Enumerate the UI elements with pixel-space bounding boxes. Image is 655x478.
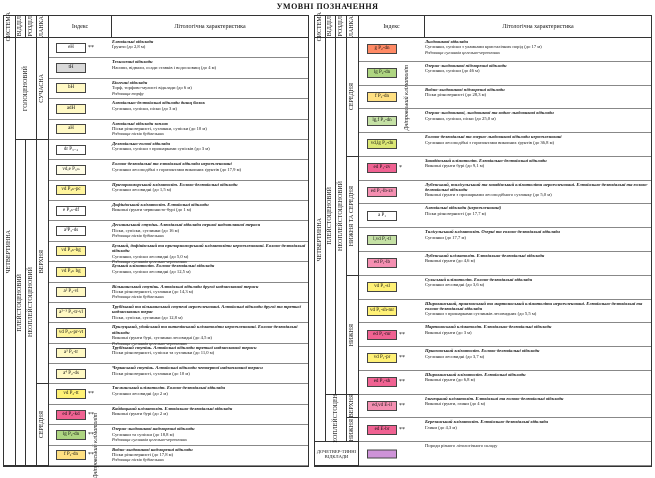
header-division-text: РОЗДІЛ bbox=[337, 16, 344, 37]
lithology-title: Лубенський, тилігульський та завадівський кліматоліти нерозчленовані. Елювіально-делювіальні та еолово-делювіальні відклади bbox=[425, 181, 649, 193]
legend-row bbox=[359, 347, 651, 371]
lithology-text: Викопні ґрунти (до 3 м) bbox=[425, 329, 472, 335]
header-division-text: РОЗДІЛ bbox=[27, 16, 34, 37]
lithology-description bbox=[425, 63, 649, 84]
lithology-text: Насипи, відвали, осади ставків і водосховищ (до 4 м) bbox=[112, 64, 217, 70]
lithology-description bbox=[112, 100, 306, 117]
index-swatch: vd P₁-pr bbox=[367, 353, 397, 363]
lithology-text: Піски, супіски, суглинки (до 16 м) bbox=[112, 227, 180, 233]
legend-row bbox=[49, 344, 308, 364]
index-swatch: vd P₁-sl bbox=[367, 282, 397, 292]
index-swatch: a²⁻³ P₃-tr-vl bbox=[56, 308, 86, 318]
lithology-text: Суглинки, супіски лесовидні (до 5,0 м) bbox=[112, 253, 189, 259]
lithology-title: Льодовикові відклади bbox=[425, 39, 469, 44]
legend-table-right bbox=[314, 11, 652, 467]
lithology-text: Ґрунти (до 2,8 м) bbox=[112, 44, 146, 50]
legend-row bbox=[359, 109, 651, 133]
lithology-description bbox=[112, 324, 306, 346]
index-swatch: e P₃ₕ-df bbox=[56, 206, 86, 216]
pre-quaternary-label: ДОЧЕТВЕР-ТИННІ ВІДКЛАДИ bbox=[315, 442, 359, 466]
eo-tier-lower bbox=[347, 418, 359, 442]
header-index: Індекс bbox=[359, 16, 425, 38]
lithology-title: Техногенні відклади bbox=[112, 59, 153, 65]
lithology-title: Трубізький ступінь. Алювіальні відклади третьої надзаплавної тераси bbox=[112, 344, 257, 350]
deposit-note: Родовища суглинків цегельно-черепичних bbox=[112, 340, 187, 346]
tier-lower bbox=[347, 276, 359, 395]
lithology-title: Алювіальні відклади (нерозчленовані) bbox=[425, 205, 502, 211]
legend-row bbox=[49, 201, 308, 221]
legend-row bbox=[49, 384, 308, 404]
system-quaternary bbox=[4, 38, 16, 466]
index-mark: ** bbox=[88, 44, 94, 51]
index-swatch: l,vd P₁-tl bbox=[367, 235, 397, 245]
lithology-text: Викопні ґрунти бурі (до 9,1 м) bbox=[425, 163, 485, 169]
legend-row bbox=[49, 58, 308, 78]
tier-upper bbox=[37, 140, 49, 385]
lithology-title: Ільчецький кліматоліт. Елювіальні та еолово-делювіальні відклади bbox=[425, 395, 564, 401]
deposit-note: Родовища пісків будівельних bbox=[112, 233, 164, 239]
index-swatch: ed P₁-sh bbox=[367, 377, 397, 387]
lithology-description bbox=[425, 253, 649, 274]
lithology-description bbox=[425, 158, 649, 179]
lithology-text: Викопні ґрунти (до 6,8 м) bbox=[425, 377, 476, 383]
legend-row bbox=[49, 140, 308, 160]
index-swatch: tH bbox=[56, 63, 86, 73]
index-swatch: g P₂-dn bbox=[367, 44, 397, 54]
header-section bbox=[16, 16, 26, 38]
section-neopleistocene bbox=[336, 38, 347, 395]
legend-row bbox=[49, 120, 308, 140]
lithology-title: Трубізький та вільшанський ступені нерозчленовані. Алювіальні відклади другої та третьої надзаплавних терас bbox=[112, 303, 301, 315]
legend-row bbox=[49, 79, 308, 99]
header-division bbox=[26, 16, 37, 38]
lithology-description bbox=[425, 229, 649, 250]
lithology-text: Суглинки, супіски, піски (до 25,0 м) bbox=[425, 115, 496, 121]
legend-row bbox=[359, 204, 651, 228]
legend-row bbox=[359, 252, 651, 276]
tier-lower-middle bbox=[347, 157, 359, 276]
lithology-title: Кайдацький кліматоліт. Елювіально-делювіальні відклади bbox=[112, 405, 233, 411]
section-neopleistocene-text: НЕОПЛЕЙСТОЦЕНОВИЙ bbox=[27, 267, 34, 338]
index-swatch: lg P₂-dn bbox=[56, 430, 86, 440]
lithology-text: Суглинки лесоподібні з горизонтами викопних ґрунтів (до 36,8 м) bbox=[425, 139, 555, 145]
legend-row bbox=[49, 446, 308, 466]
lithology-title: Широкинський, приазовський та мартоноський кліматоліти нерозчленовані. Елювіально-делювіальні та еолово-делювіальні відклади bbox=[425, 300, 643, 311]
legend-row bbox=[359, 133, 651, 157]
tier-middle bbox=[37, 384, 49, 466]
lithology-description bbox=[112, 141, 306, 158]
tier-modern-text: СУЧАСНА bbox=[39, 74, 45, 103]
legend-row bbox=[49, 303, 308, 323]
lithology-description bbox=[425, 277, 649, 298]
lithology-description bbox=[425, 372, 649, 393]
lithology-title: Алювіальні відклади заплав bbox=[112, 120, 168, 126]
header-tier bbox=[37, 16, 49, 38]
lithology-text: Піски різнозернисті (до 28,3 м) bbox=[425, 91, 487, 97]
lithology-text: Піски різнозернисті (до 17,8 м) bbox=[112, 452, 174, 458]
legend-table-left bbox=[3, 11, 309, 478]
lithology-text: Суглинки з прошарками суглинків лесовидних (до 5,5 м) bbox=[425, 311, 537, 317]
section-holocene-text: ГОЛОЦЕНОВИЙ bbox=[22, 65, 29, 111]
index-swatch bbox=[367, 449, 397, 458]
lithology-text: Викопні ґрунти з прошарками лесоподібного суглинку (до 5,0 м) bbox=[425, 192, 552, 198]
legend-row bbox=[49, 262, 308, 282]
lithology-description bbox=[112, 121, 306, 138]
tier-modern bbox=[37, 38, 49, 140]
legend-row bbox=[49, 160, 308, 180]
index-swatch: ed P₂-kd bbox=[56, 410, 86, 420]
index-mark: ** bbox=[88, 452, 94, 459]
index-swatch: adH bbox=[56, 104, 86, 114]
lithology-text: Піски, супіски, суглинки (до 12,8 м) bbox=[112, 314, 183, 320]
section-neopleistocene-text: НЕОПЛЕЙСТОЦЕНОВИЙ bbox=[337, 180, 344, 251]
lithology-description bbox=[112, 222, 306, 239]
lithology-description bbox=[112, 365, 306, 382]
eo-tier-upper-text: ВЕРХНЯ bbox=[349, 394, 355, 418]
index-swatch: lg,f P₂-dn bbox=[367, 116, 397, 126]
lithology-text: Суглинки, супіски, піски (до 3 м) bbox=[112, 105, 177, 111]
lithology-title: Алювіально-делювіальні відклади днищ балок bbox=[112, 100, 205, 106]
deposit-note: Родовища пісків будівельних bbox=[112, 131, 164, 137]
legend-row bbox=[359, 228, 651, 252]
lithology-title: Дофінівський кліматоліт. Елювіальні відклади bbox=[112, 202, 209, 208]
lithology-title: Вільшанський ступінь. Алювіальні відклади другої надзаплавної тераси bbox=[112, 283, 259, 289]
division-pleistocene bbox=[16, 140, 26, 466]
header-section bbox=[326, 16, 336, 38]
index-mark: ** bbox=[88, 431, 94, 438]
eo-tier-upper bbox=[347, 395, 359, 419]
index-swatch: lg P₂-dn bbox=[367, 68, 397, 78]
lithology-text: Суглинки, супіски лесовидні (до 12,5 м) bbox=[112, 268, 191, 274]
tier-lower-middle-text: НИЖНЯ ТА СЕРЕДНЯ bbox=[349, 185, 355, 246]
lithology-text: Викопні ґрунти бурі (до 2 м) bbox=[112, 411, 168, 417]
system-quaternary bbox=[315, 38, 326, 442]
index-swatch: dr P₃₋₄ bbox=[56, 145, 86, 155]
legend-row bbox=[359, 395, 651, 419]
lithology-title: Озерно-льодовикові підморенні відклади bbox=[425, 62, 507, 68]
index-swatch: a P₁ bbox=[367, 211, 397, 221]
lithology-title: Бузький кліматоліт. Еолово-делювіальні відклади bbox=[112, 263, 215, 269]
lithology-title: Широкинський кліматоліт. Елювіальні відклади bbox=[425, 371, 526, 377]
index-mark: ** bbox=[399, 355, 405, 362]
lithology-description bbox=[425, 39, 649, 60]
index-mark: ** bbox=[399, 426, 405, 433]
eo-tier-lower-text: НИЖНЯ bbox=[349, 418, 355, 442]
legend-row bbox=[359, 371, 651, 395]
lithology-title: Делювіально-еолові відклади bbox=[112, 140, 171, 146]
index-mark: * bbox=[399, 165, 402, 172]
legend-row bbox=[49, 99, 308, 119]
header-section-text: ВІДДІЛ bbox=[327, 16, 333, 37]
index-mark: ** bbox=[399, 331, 405, 338]
lithology-description bbox=[112, 242, 306, 265]
lithology-title: Біогенні відклади bbox=[112, 79, 148, 85]
lithology-description bbox=[112, 161, 306, 178]
lithology-title: Тилігульський кліматоліт. Озерні та еолово-делювіальні відклади bbox=[425, 229, 560, 235]
lithology-text: Суглинки (до 17,7 м) bbox=[425, 234, 466, 240]
deposit-note: Родовища пісків будівельних bbox=[112, 294, 164, 300]
tier-upper-text: ВЕРХНЯ bbox=[39, 250, 45, 274]
index-swatch: vd P₃ₕ-pc bbox=[56, 185, 86, 195]
lithology-text: Суглинки лесовидні (до 3,6 м) bbox=[425, 282, 485, 288]
index-swatch: ed P₁-lb bbox=[367, 258, 397, 268]
lithology-title: Елювіальні відклади bbox=[112, 39, 154, 44]
lithology-title: Озерно-льодовикові, льодовикові та водно-льодовикові відклади bbox=[425, 110, 554, 116]
lithology-description bbox=[112, 80, 306, 97]
index-swatch: f P₂-dn bbox=[367, 92, 397, 102]
division-pleistocene-text: ПЛЕЙСТОЦЕНОВИЙ bbox=[17, 273, 23, 332]
lithology-text: Викопні ґрунти, глини (до 4 м) bbox=[425, 401, 486, 407]
lithology-text: Піски різнозернисті, суглинки, супіски (до 10 м) bbox=[112, 125, 207, 131]
legend-row bbox=[49, 181, 308, 201]
lithology-text: Піски різнозернисті, суглинки (до 10 м) bbox=[112, 370, 190, 376]
lithology-description bbox=[112, 406, 306, 423]
legend-row bbox=[359, 276, 651, 300]
lithology-title: Бузький, дофінівський та причорноморський кліматоліти нерозчленовані. Еолово-делювіальні відклади bbox=[112, 242, 306, 254]
legend-row bbox=[359, 62, 651, 86]
system-quaternary-text: ЧЕТВЕРТИННА bbox=[316, 217, 323, 262]
header-system bbox=[4, 11, 16, 42]
section-neopleistocene bbox=[26, 140, 37, 466]
header-lithology: Літологічна характеристика bbox=[112, 16, 308, 38]
lithology-text: Суглинки та супіски (до 18,8 м) bbox=[112, 431, 175, 437]
legend-row bbox=[359, 38, 651, 62]
header-tier-text: ЛАНКА bbox=[349, 15, 355, 38]
legend-row bbox=[359, 181, 651, 205]
lithology-description bbox=[112, 263, 306, 280]
lithology-title: Десняньський ступінь. Алювіальні відклади першої надзаплавної тераси bbox=[112, 222, 261, 228]
section-eopleistocene-text: ЕОПЛЕЙСТОЦЕН bbox=[332, 393, 339, 443]
lithology-text: Суглинки, супіски (до 46 м) bbox=[425, 68, 480, 74]
index-swatch: vd P₁-sh-mr bbox=[367, 306, 397, 316]
index-swatch: vd P₃ₕ bg bbox=[56, 267, 86, 277]
index-swatch: vd P₃ₕ-pr-vt bbox=[56, 328, 86, 338]
index-mark: ** bbox=[399, 403, 405, 410]
lithology-title: Сульський кліматоліт. Еолово-делювіальні відклади bbox=[425, 276, 533, 282]
deposit-note: Родовища суглинків цегельно-черепичних bbox=[112, 437, 187, 443]
lithology-description bbox=[425, 134, 649, 155]
deposit-note: Родовища суглинків цегельно-черепичних bbox=[425, 49, 500, 55]
lithology-description bbox=[112, 202, 306, 219]
lithology-description bbox=[112, 345, 306, 362]
division-pleistocene bbox=[326, 38, 336, 395]
lithology-description bbox=[425, 301, 649, 322]
lithology-text: Суглинки, супіски з прошарками супісків (до 3 м) bbox=[112, 146, 210, 152]
lithology-title: Мартоноський кліматоліт. Елювіально-делювіальні відклади bbox=[425, 324, 552, 330]
legend-row bbox=[359, 442, 651, 466]
lithology-description bbox=[425, 205, 649, 226]
lithology-title: Черкаський ступінь. Алювіальні відклади четвертої надзаплавної тераси bbox=[112, 365, 263, 371]
index-mark: ** bbox=[399, 379, 405, 386]
tier-lower-text: НИЖНЯ bbox=[349, 323, 355, 346]
lithology-description bbox=[425, 324, 649, 345]
lithology-text: Суглинки, супіски з уламками кристалічних порід (до 17 м) bbox=[425, 44, 542, 50]
lithology-title: Озерно-льодовикові надморенні відклади bbox=[112, 426, 195, 432]
legend-row bbox=[49, 242, 308, 265]
lithology-description bbox=[425, 419, 649, 440]
deposit-note: Родовища пісків будівельних bbox=[112, 457, 164, 463]
index-swatch: eH bbox=[56, 43, 86, 53]
index-swatch: ed E-br bbox=[367, 425, 397, 435]
header-division bbox=[336, 16, 347, 38]
lithology-title: Водно-льодовикові підморенні відклади bbox=[425, 86, 505, 92]
index-swatch: ed P₁-zv bbox=[367, 163, 397, 173]
lithology-text: Викопні ґрунти бурі, суглинки лесовидні (до 4,5 м) bbox=[112, 335, 212, 341]
lithology-description bbox=[425, 396, 649, 417]
lithology-text: Піски різнозернисті, суглинки (до 14,3 м) bbox=[112, 288, 194, 294]
index-swatch: a² P₃-vl bbox=[56, 287, 86, 297]
lithology-description bbox=[425, 182, 649, 203]
index-swatch: vd P₃ₕ-bg bbox=[56, 246, 86, 256]
legend-row bbox=[49, 221, 308, 241]
lithology-title: Лубенський кліматоліт. Елювіально-делювіальні відклади bbox=[425, 253, 545, 258]
deposit-note: Родовища суглинків цегельно-черепичних bbox=[112, 259, 187, 265]
header-system-text: СИСТЕМА bbox=[6, 11, 12, 42]
lithology-title: Причорноморський кліматоліт. Еолово-делювіальні відклади bbox=[112, 181, 238, 187]
legend-row bbox=[359, 323, 651, 347]
lithology-description bbox=[112, 59, 306, 76]
legend-row bbox=[359, 86, 651, 110]
lithology-text: Суглинки лесоподібні з горизонтами викопних ґрунтів (до 17,9 м) bbox=[112, 166, 242, 172]
lithology-description bbox=[425, 443, 649, 464]
legend-row bbox=[49, 323, 308, 346]
index-swatch: a³ P₃-tr bbox=[56, 348, 86, 358]
index-mark: ** bbox=[88, 411, 94, 418]
header-system-text: СИСТЕМА bbox=[316, 11, 323, 42]
legend-row bbox=[49, 283, 308, 303]
lithology-title: Водно-льодовикові надморенні відклади bbox=[112, 446, 193, 452]
section-eopleistocene bbox=[326, 395, 347, 443]
header-system bbox=[315, 11, 326, 42]
index-swatch: a³P₃-ds bbox=[56, 226, 86, 236]
lithology-description bbox=[112, 385, 306, 402]
index-swatch: vd,e P₃ₘ bbox=[56, 165, 86, 175]
lithology-title: Прилуцький, удайський та витачівський кліматоліти нерозчленовані. Еолово-делювіальні відклади bbox=[112, 324, 298, 335]
header-lithology: Літологічна характеристика bbox=[425, 16, 651, 38]
lithology-title: Завадівський кліматоліт. Елювіально-делювіальні відклади bbox=[425, 157, 547, 163]
index-swatch: ed,vd E-il bbox=[367, 401, 397, 411]
index-swatch: vd,lg P₂-dn bbox=[367, 139, 397, 149]
lithology-text: Суглинки лесовидні (до 3,7 м) bbox=[425, 353, 485, 359]
index-swatch: f P₂-dn bbox=[56, 450, 86, 460]
lithology-text: Викопні ґрунти червонясто-бурі (до 1 м) bbox=[112, 207, 192, 213]
index-swatch: a⁴ P₂-ds bbox=[56, 369, 86, 379]
index-mark: ** bbox=[88, 391, 94, 398]
dnipro-climatolith-label-text: Дніпровський кліматоліт bbox=[403, 64, 410, 131]
lithology-text: Викопні ґрунти (до 4,6 м) bbox=[425, 258, 476, 264]
legend-row bbox=[49, 405, 308, 425]
lithology-text: Суглинки лесовидні (до 1,5 м) bbox=[112, 187, 172, 193]
lithology-description bbox=[112, 304, 306, 321]
dnipro-climatolith-label-text: Дніпровський кліматоліт bbox=[92, 412, 99, 478]
index-swatch: ed P₁-lb-zv bbox=[367, 187, 397, 197]
index-swatch: ed P₁-mr bbox=[367, 330, 397, 340]
lithology-text: Торф, торфово-мулисті відклади (до 6 м) bbox=[112, 85, 192, 91]
lithology-description bbox=[112, 426, 306, 443]
lithology-title: Березанський кліматоліт. Елювіально-делювіальні відклади bbox=[425, 419, 549, 425]
legend-row bbox=[359, 418, 651, 442]
division-pleistocene-text: ПЛЕЙСТОЦЕНОВИЙ bbox=[327, 187, 333, 245]
lithology-description bbox=[425, 348, 649, 369]
lithology-title: Еолово-делювіальні та озерно-льодовикові відклади нерозчленовані bbox=[425, 134, 562, 140]
lithology-title: Приазовський кліматоліт. Еолово-делювіальні відклади bbox=[425, 348, 540, 354]
page-title: УМОВНІ ПОЗНАЧЕННЯ bbox=[276, 2, 379, 11]
tier-middle-text: СЕРЕДНЯ bbox=[39, 411, 45, 439]
lithology-description bbox=[425, 110, 649, 131]
system-quaternary-text: ЧЕТВЕРТИННА bbox=[6, 229, 12, 274]
legend-row bbox=[49, 364, 308, 384]
tier-middle bbox=[347, 38, 359, 157]
lithology-title: Еолово-делювіальні та елювіальні відклади нерозчленовані bbox=[112, 161, 232, 167]
lithology-text: Глини (до 4,3 м) bbox=[425, 424, 457, 430]
lithology-text: Суглинки лесовидні (до 2 м) bbox=[112, 390, 168, 396]
lithology-title: Тясминський кліматоліт. Еолово-делювіальні відклади bbox=[112, 385, 226, 391]
lithology-text: Піски різнозернисті, супіски та суглинки (до 11,0 м) bbox=[112, 350, 215, 356]
header-tier bbox=[347, 16, 359, 38]
lithology-text: Породи різного літологічного складу bbox=[425, 443, 498, 449]
header-tier-text: ЛАНКА bbox=[39, 15, 45, 38]
legend-row bbox=[49, 38, 308, 58]
index-swatch: aH bbox=[56, 124, 86, 134]
index-swatch: vd P₂-tt bbox=[56, 389, 86, 399]
deposit-note: Родовища торфу bbox=[112, 90, 144, 96]
lithology-description bbox=[425, 87, 649, 108]
lithology-description bbox=[112, 39, 306, 56]
legend-row bbox=[49, 425, 308, 445]
tier-middle-text: СЕРЕДНЯ bbox=[349, 83, 355, 111]
legend-row bbox=[359, 300, 651, 324]
header-section-text: ВІДДІЛ bbox=[17, 16, 23, 37]
lithology-description bbox=[112, 284, 306, 301]
lithology-text: Піски різнозернисті (до 17,7 м) bbox=[425, 210, 487, 216]
section-holocene bbox=[16, 38, 37, 140]
lithology-description bbox=[112, 447, 306, 464]
legend-row bbox=[359, 157, 651, 181]
lithology-description bbox=[112, 182, 306, 199]
header-index: Індекс bbox=[49, 16, 112, 38]
index-swatch: bH bbox=[56, 83, 86, 93]
